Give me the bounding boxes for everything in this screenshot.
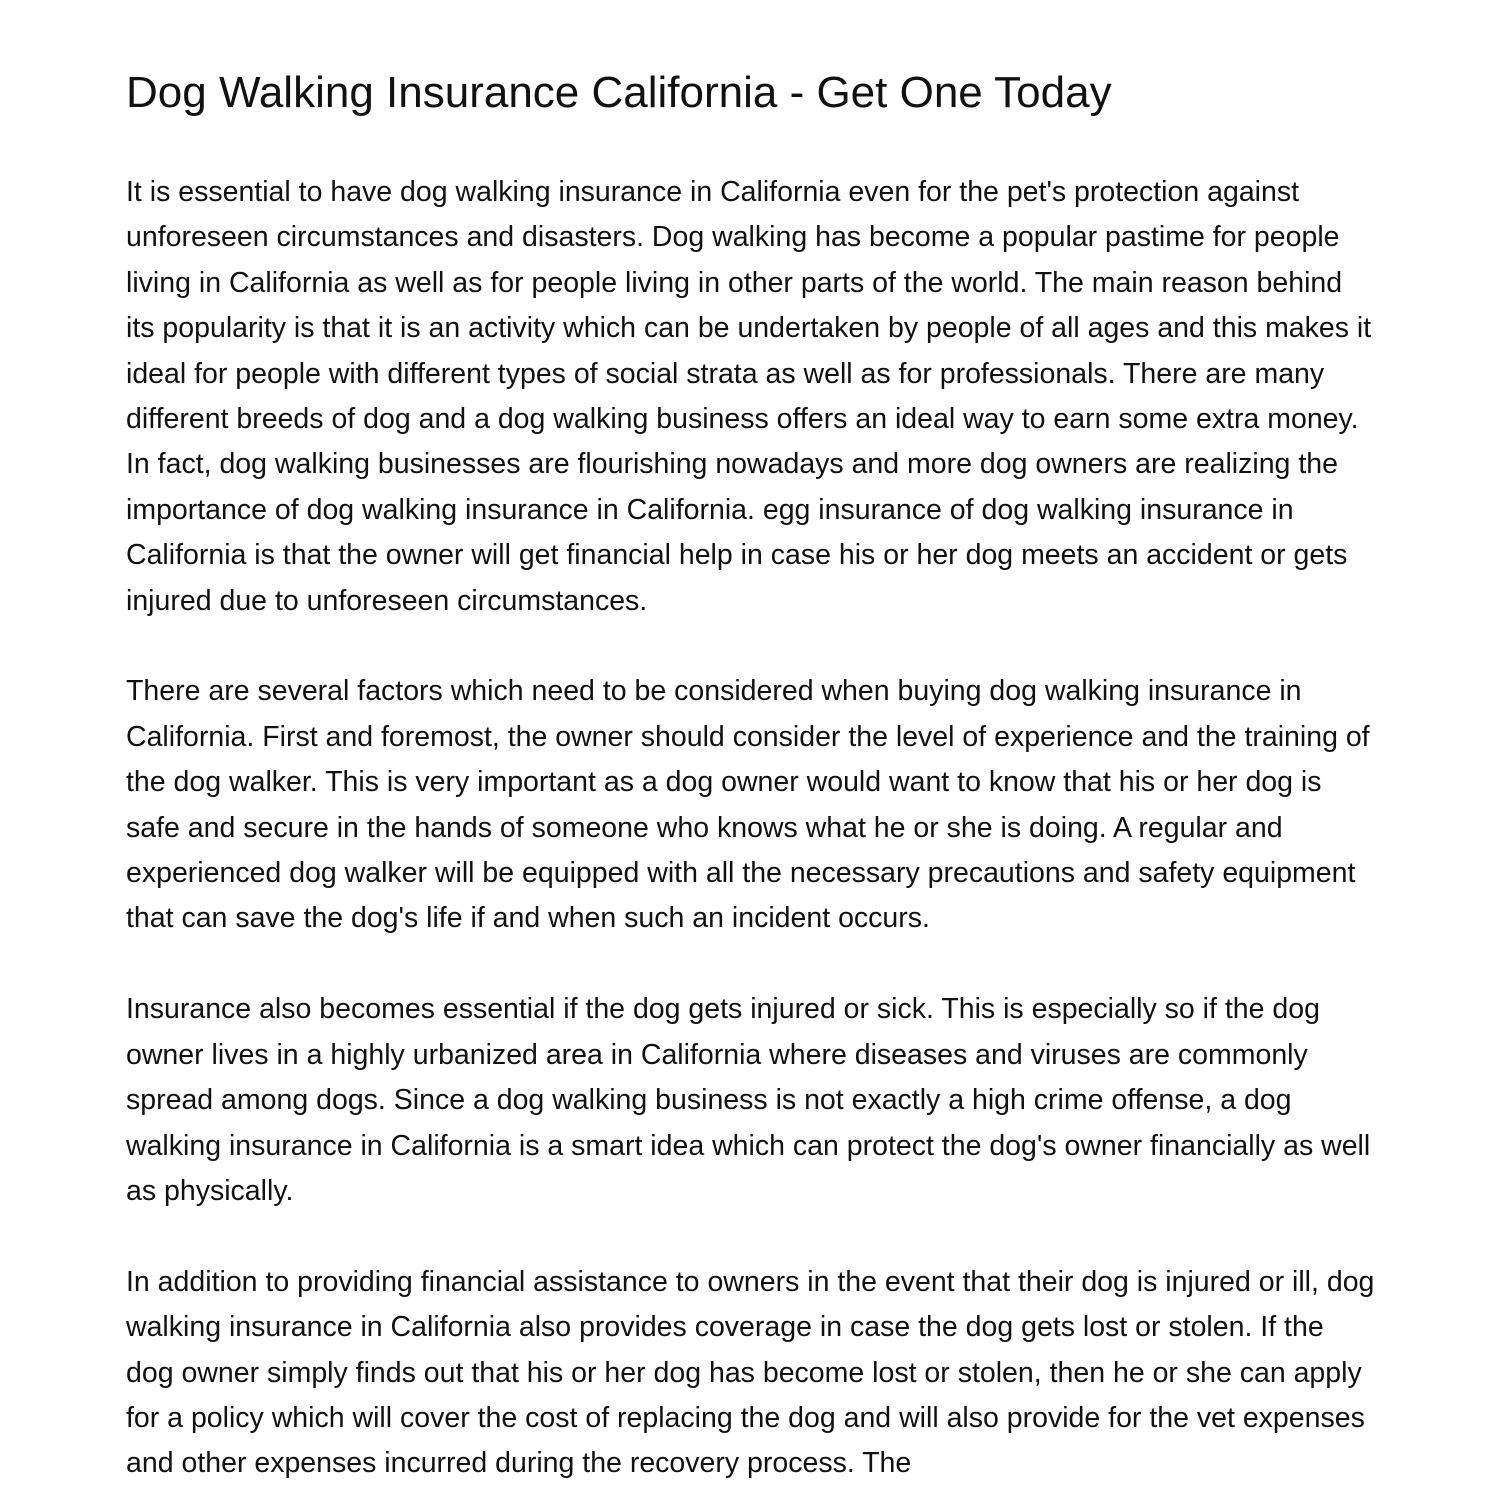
paragraph: Insurance also becomes essential if the dog gets injured or sick. This is especially so if the dog owner lives in a highly urbanized area in California where diseases and viruses are commonly spread among dogs. Since a dog walking business is not exactly a high crime offense, a dog walking insurance in California is a smart idea which can protect the dog's owner financially as well as physically.: [126, 993, 1371, 1207]
document-body: [126, 170, 1378, 1487]
document-content: [126, 62, 1378, 1500]
paragraph: It is essential to have dog walking insurance in California even for the pet's protection against unforeseen circumstances and disasters. Dog walking has become a popular pastime for people living in California as well as for people living in other parts of the world. The main reason behind its popularity is that it is an activity which can be undertaken by people of all ages and this makes it ideal for people with different types of social strata as well as for professionals. There are many different breeds of dog and a dog walking business offers an ideal way to earn some extra money. In fact, dog walking businesses are flourishing nowadays and more dog owners are realizing the importance of dog walking insurance in California. egg insurance of dog walking insurance in California is that the owner will get financial help in case his or her dog meets an accident or gets injured due to unforeseen circumstances.: [126, 176, 1372, 617]
paragraph: There are several factors which need to be considered when buying dog walking insurance in California. First and foremost, the owner should consider the level of experience and the training of the dog walker. This is very important as a dog owner would want to know that his or her dog is safe and secure in the hands of someone who knows what he or she is doing. A regular and experienced dog walker will be equipped with all the necessary precautions and safety equipment that can save the dog's life if and when such an incident occurs.: [126, 675, 1370, 935]
document-title: Dog Walking Insurance California - Get One Today: [126, 68, 1112, 117]
paragraph: In addition to providing financial assistance to owners in the event that their dog is injured or ill, dog walking insurance in California also provides coverage in case the dog gets lost or stolen. If the dog owner simply finds out that his or her dog has become lost or stolen, then he or she can apply for a policy which will cover the cost of replacing the dog and will also provide for the vet expenses and other expenses incurred during the recovery process. The: [126, 1265, 1375, 1480]
